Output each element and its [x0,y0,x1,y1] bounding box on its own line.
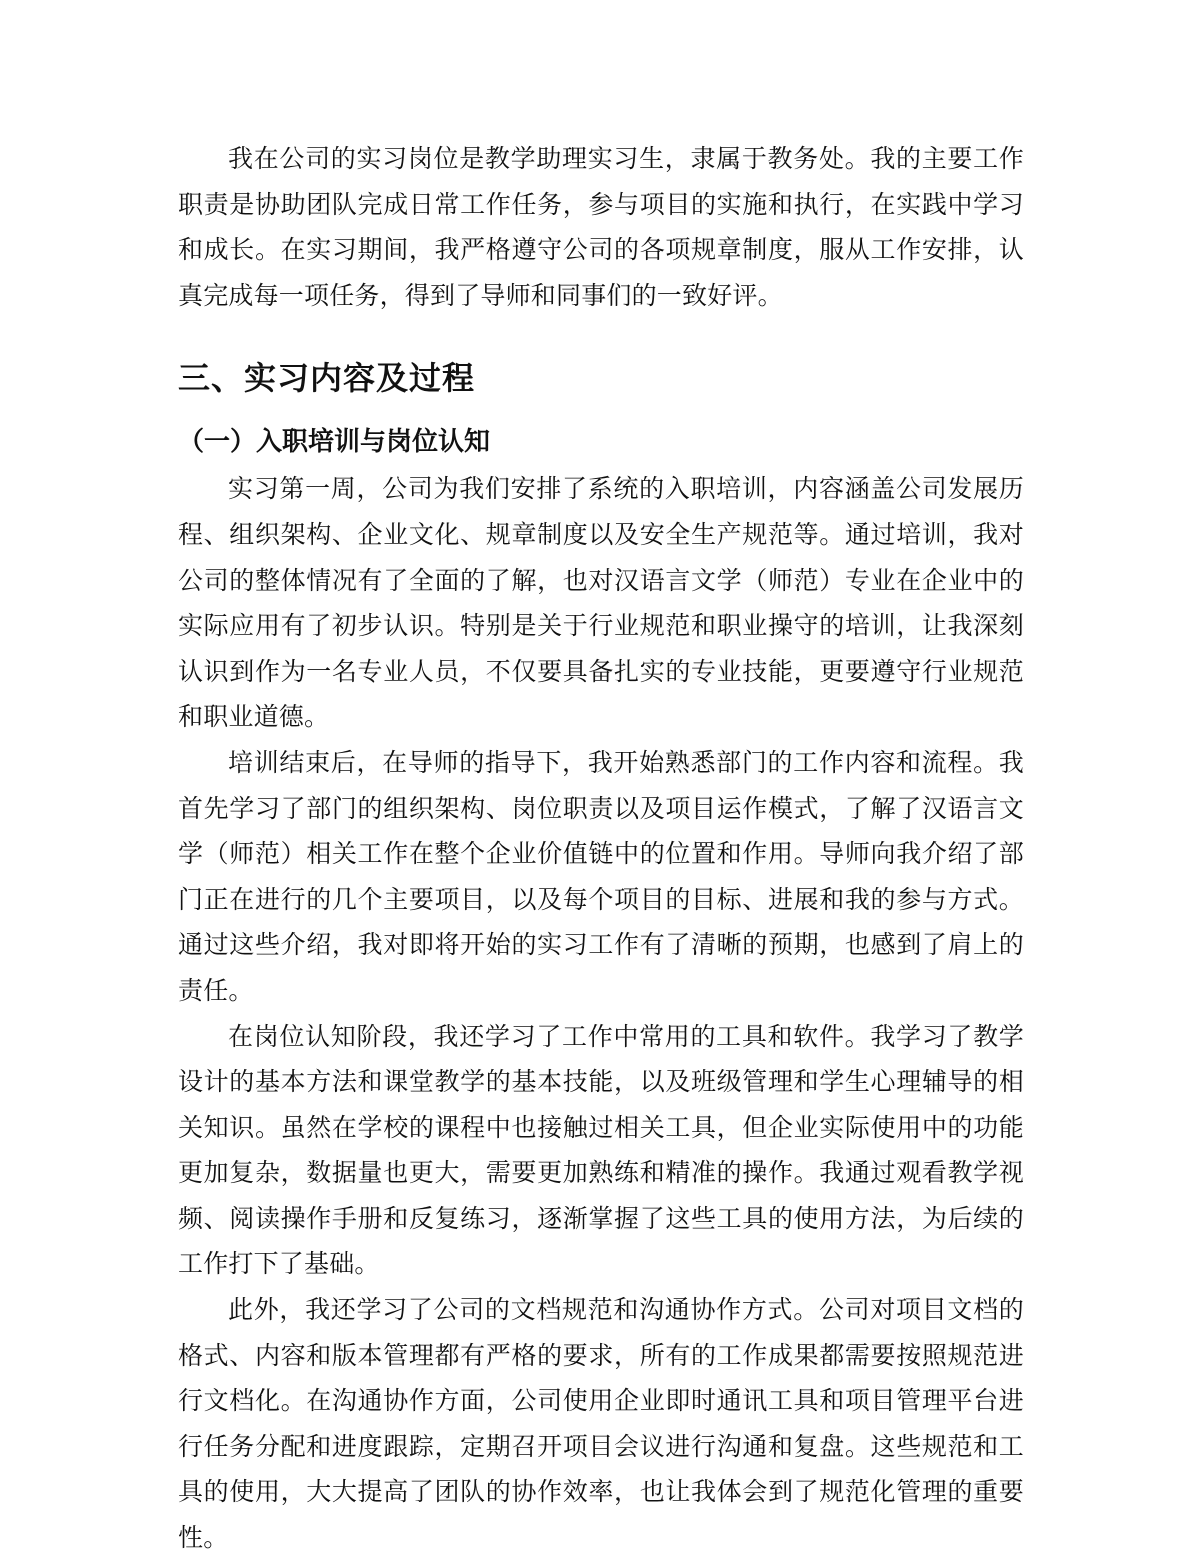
section-heading: 三、实习内容及过程 [178,359,476,398]
intro-paragraph: 我在公司的实习岗位是教学助理实习生，隶属于教务处。我的主要工作职责是协助团队完成日常工作任务，参与项目的实施和执行，在实践中学习和成长。在实习期间，我严格遵守公司的各项规章制度，服从工作安排，认真完成每一项任务，得到了导师和同事们的一致好评。 [178,144,1024,310]
body-paragraph-1: 实习第一周，公司为我们安排了系统的入职培训，内容涵盖公司发展历程、组织架构、企业文化、规章制度以及安全生产规范等。通过培训，我对公司的整体情况有了全面的了解，也对汉语言文学（师范）专业在企业中的实际应用有了初步认识。特别是关于行业规范和职业操守的培训，让我深刻认识到作为一名专业人员，不仅要具备扎实的专业技能，更要遵守行业规范和职业道德。 [178,474,1024,732]
subsection-heading: （一）入职培训与岗位认知 [178,427,491,458]
document-page [178,136,1024,1561]
body-paragraph-4: 此外，我还学习了公司的文档规范和沟通协作方式。公司对项目文档的格式、内容和版本管理都有严格的要求，所有的工作成果都需要按照规范进行文档化。在沟通协作方面，公司使用企业即时通讯工具和项目管理平台进行任务分配和进度跟踪，定期召开项目会议进行沟通和复盘。这些规范和工具的使用，大大提高了团队的协作效率，也让我体会到了规范化管理的重要性。 [178,1295,1024,1553]
body-paragraph-2: 培训结束后，在导师的指导下，我开始熟悉部门的工作内容和流程。我首先学习了部门的组织架构、岗位职责以及项目运作模式，了解了汉语言文学（师范）相关工作在整个企业价值链中的位置和作用。导师向我介绍了部门正在进行的几个主要项目，以及每个项目的目标、进展和我的参与方式。通过这些介绍，我对即将开始的实习工作有了清晰的预期，也感到了肩上的责任。 [178,747,1024,1005]
body-paragraph-3: 在岗位认知阶段，我还学习了工作中常用的工具和软件。我学习了教学设计的基本方法和课堂教学的基本技能，以及班级管理和学生心理辅导的相关知识。虽然在学校的课程中也接触过相关工具，但企业实际使用中的功能更加复杂，数据量也更大，需要更加熟练和精准的操作。我通过观看教学视频、阅读操作手册和反复练习，逐渐掌握了这些工具的使用方法，为后续的工作打下了基础。 [178,1021,1024,1279]
